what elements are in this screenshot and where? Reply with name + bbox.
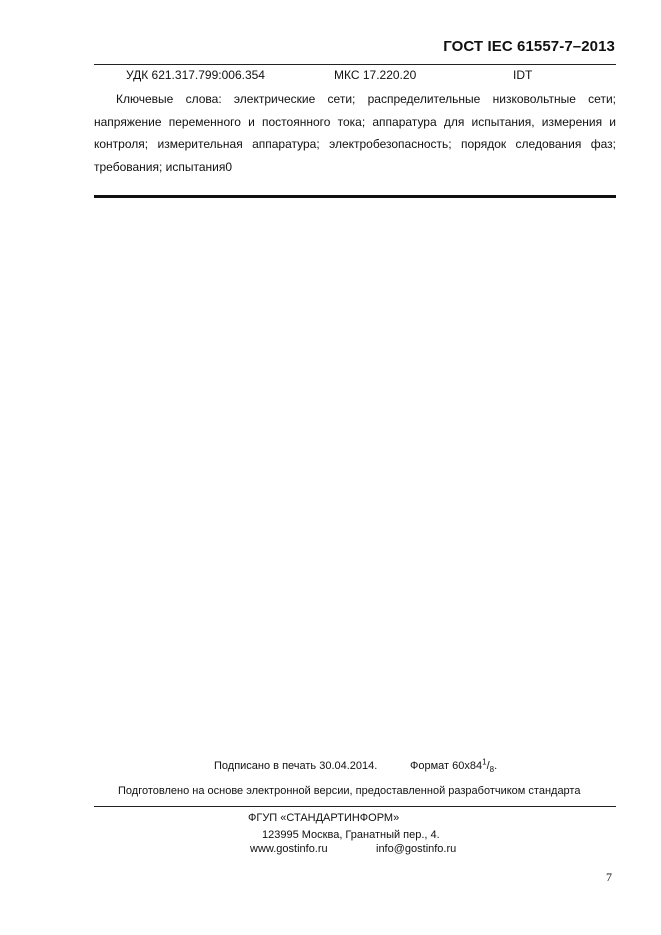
paper-format: Формат $60x84^1/_8$.: [410, 757, 498, 775]
paper-format-numerator: 1: [482, 757, 487, 767]
keywords-line: Ключевые слова: электрические сети; распределительные низковольтные сети;: [116, 92, 616, 106]
document-header: ГОСТ IEC 61557-7–2013: [443, 38, 615, 55]
keywords-line: контроля; измерительная аппаратура; электробезопасность; порядок следования фаз;: [94, 137, 616, 151]
publisher-name: ФГУП «СТАНДАРТИНФОРМ»: [248, 812, 400, 824]
paper-format-denominator: 8: [489, 765, 495, 775]
header-divider: [94, 64, 616, 65]
paper-format-suffix: .: [494, 760, 498, 772]
footer-divider: [94, 806, 616, 807]
section-divider: [94, 195, 616, 198]
publisher-website: www.gostinfo.ru: [250, 843, 328, 855]
publisher-address: 123995 Москва, Гранатный пер., 4.: [262, 829, 440, 841]
keywords-line: напряжение переменного и постоянного тока; аппаратура для испытания, измерения и: [94, 114, 616, 129]
idt-marker: IDT: [513, 68, 533, 82]
publisher-email: info@gostinfo.ru: [376, 843, 457, 855]
mks-code: МКС 17.220.20: [334, 68, 417, 82]
keywords-line: требования; испытания0: [94, 159, 233, 174]
page-number: 7: [606, 870, 612, 884]
keywords-paragraph: [94, 88, 616, 178]
paper-format-label: Формат 60x84: [410, 760, 483, 772]
prepared-note: Подготовлено на основе электронной версии, предоставленной разработчиком стандарта: [118, 785, 581, 797]
udk-code: УДК 621.317.799:006.354: [126, 68, 265, 82]
signed-for-print: Подписано в печать 30.04.2014.: [214, 760, 378, 772]
